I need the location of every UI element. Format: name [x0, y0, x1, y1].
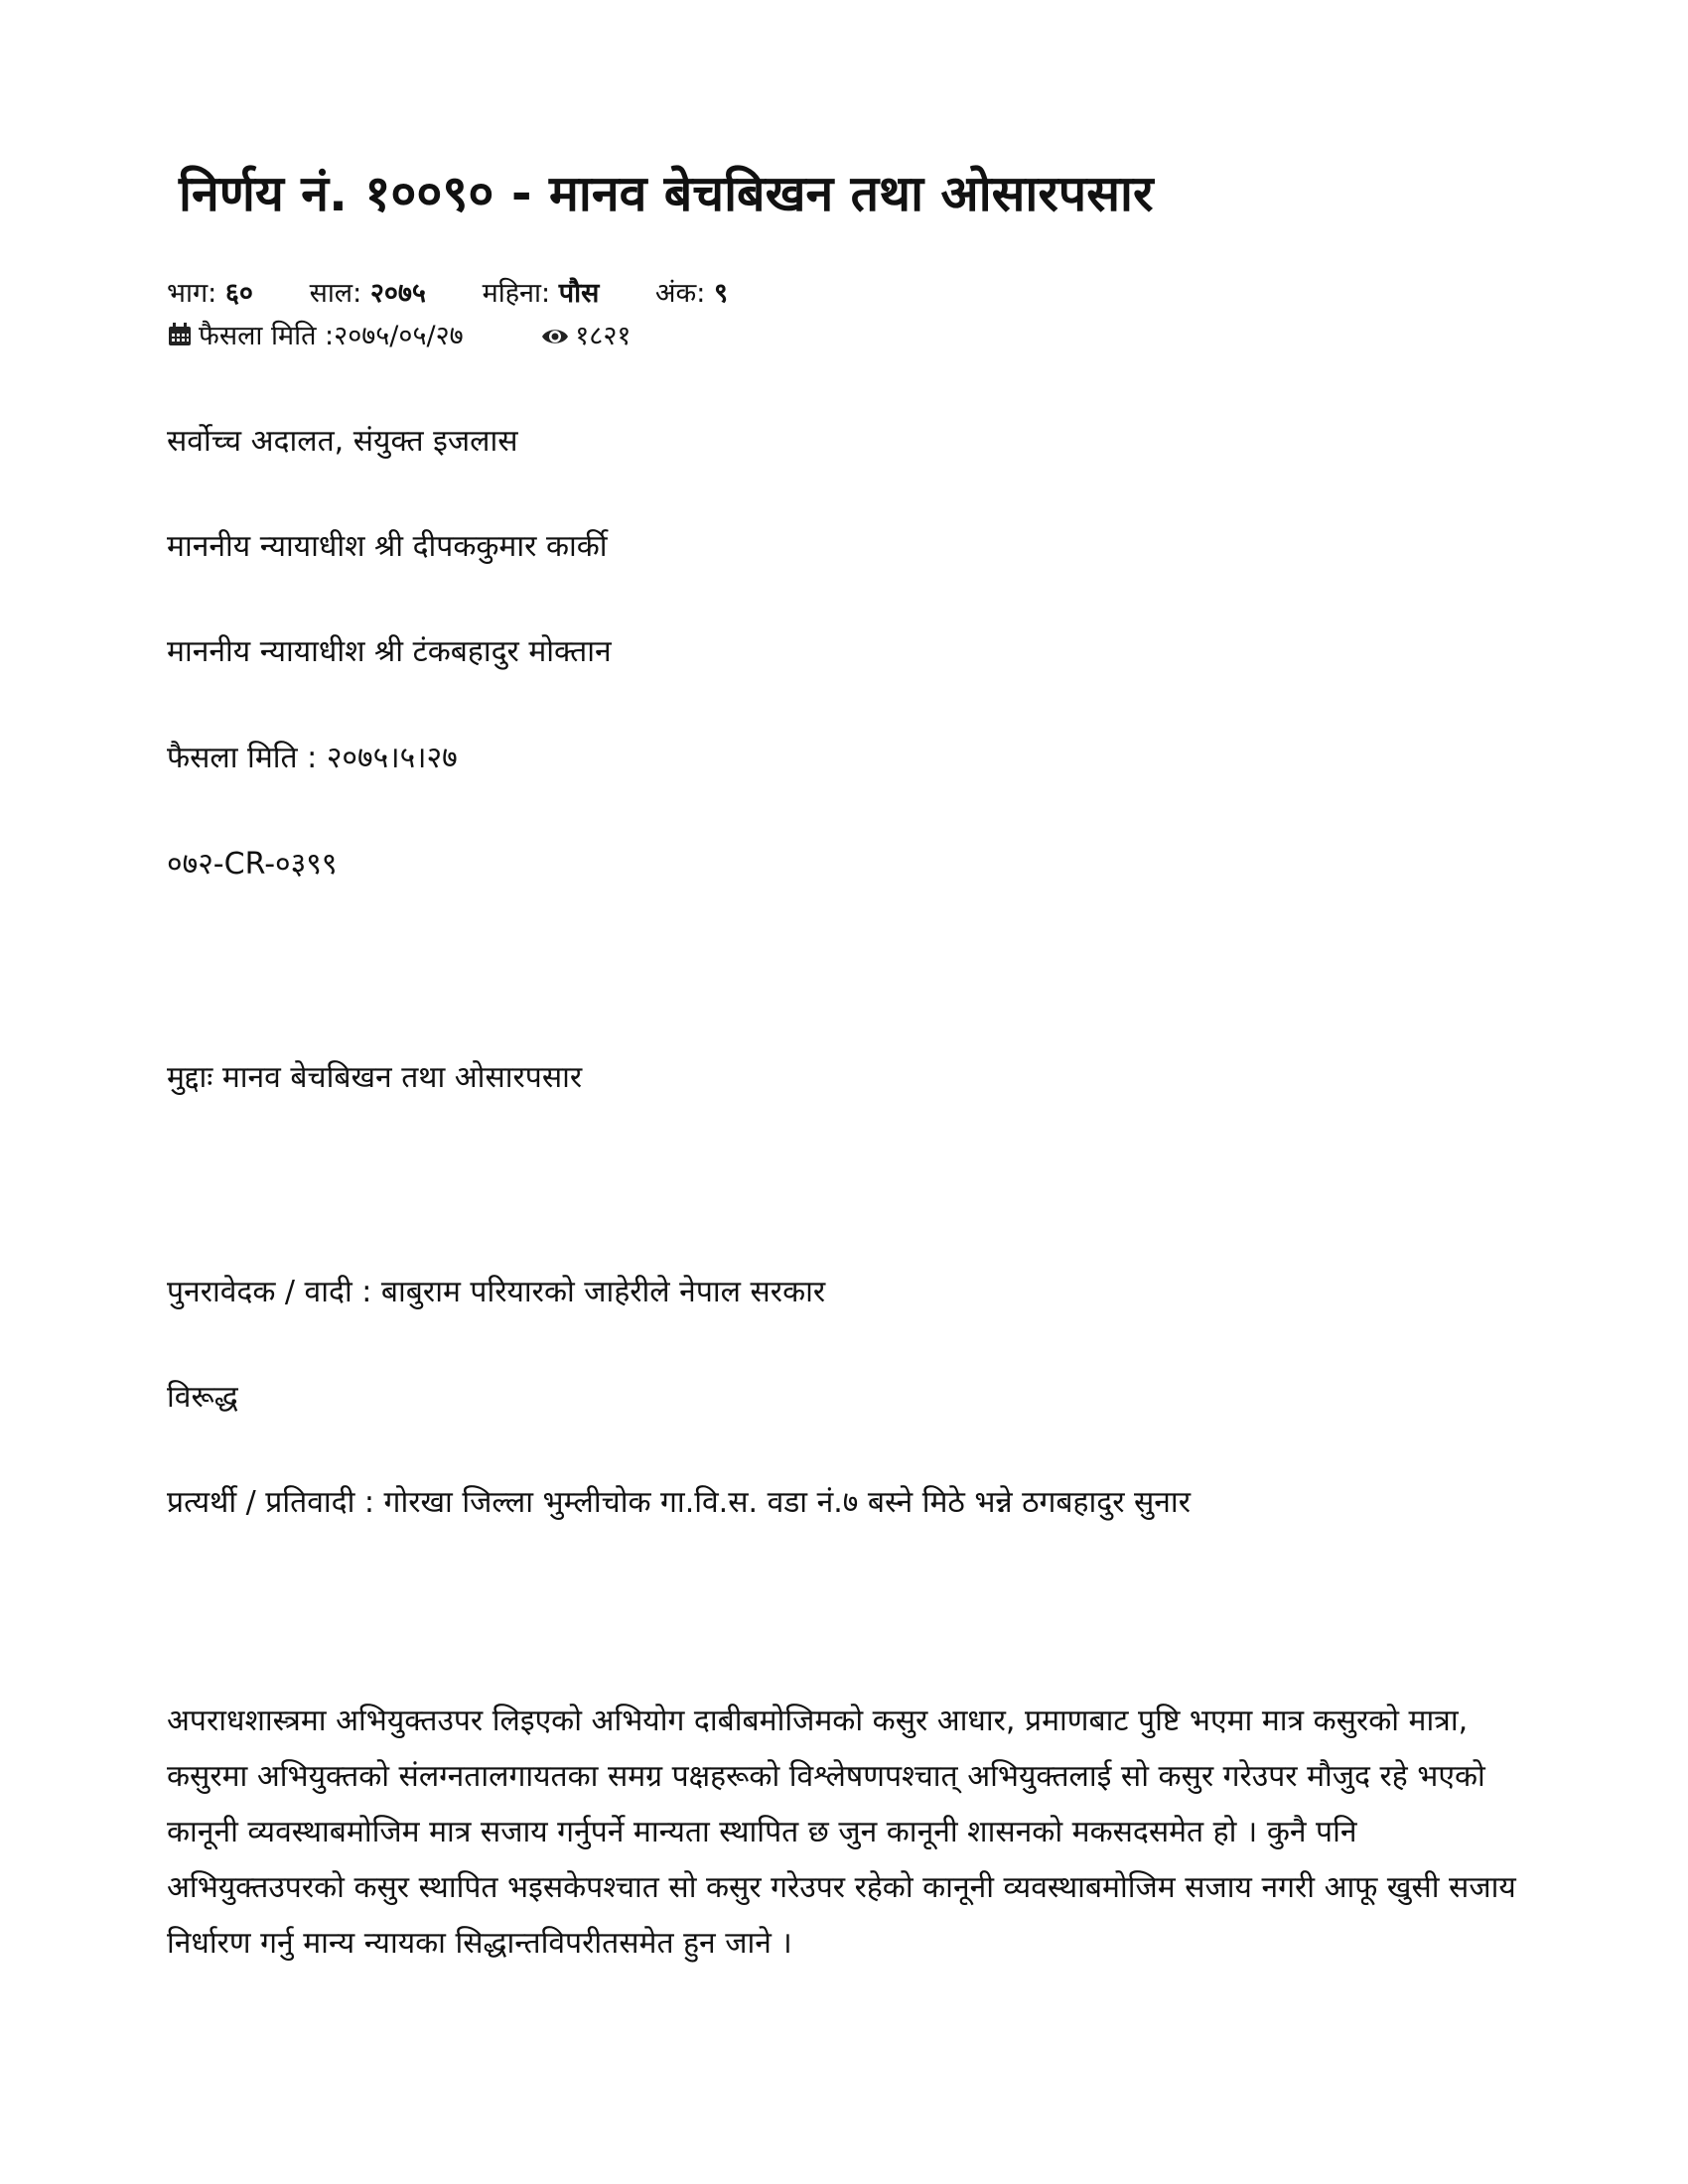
- decision-date: फैसला मिति : २०७५।५।२७: [167, 741, 458, 775]
- calendar-icon: [167, 322, 193, 357]
- court-name: सर्वोच्च अदालत, संयुक्त इजलास: [167, 424, 518, 459]
- bhag-meta: [167, 276, 253, 312]
- saal-meta: [310, 276, 426, 312]
- respondent: प्रत्यर्थी / प्रतिवादी : गोरखा जिल्ला भुम्लीचोक गा.वि.स. वडा नं.७ बस्ने मिठे भन्ने ठगबहादुर सुनार: [167, 1485, 1191, 1520]
- page-title: निर्णय नं. १००९० - मानव बेचबिखन तथा ओसारपसार: [179, 165, 1154, 222]
- mahina-label: महिना:: [482, 278, 551, 309]
- bhag-value: ६०: [224, 278, 253, 309]
- mahina-value: पौस: [558, 278, 600, 309]
- decision-summary-paragraph: अपराधशास्त्रमा अभियुक्तउपर लिइएको अभियोग दाबीबमोजिमको कसुर आधार, प्रमाणबाट पुष्टि भएमा मात्र कसुरको मात्रा, कसुरमा अभियुक्तको संलग्नतालगायतका समग्र पक्षहरूको विश्लेषणपश्चात् अभियुक्तलाई सो कसुर गरेउपर मौजुद रहे भएको कानूनी व्यवस्थाबमोजिम मात्र सजाय गर्नुपर्ने मान्यता स्थापित छ जुन कानूनी शासनको मकसदसमेत हो । कुनै पनि अभियुक्तउपरको कसुर स्थापित भइसकेपश्चात सो कसुर गरेउपर रहेको कानूनी व्यवस्थाबमोजिम सजाय नगरी आफू खुसी सजाय निर्धारण गर्नु मान्य न्यायका सिद्धान्तविपरीतसमेत हुन जाने ।: [167, 1704, 1516, 1961]
- publication-meta: [167, 276, 775, 312]
- judge-2: माननीय न्यायाधीश श्री टंकबहादुर मोक्तान: [167, 634, 612, 669]
- case-number: ०७२-CR-०३९९: [167, 847, 338, 882]
- faisala-date-text: फैसला मिति :२०७५/०५/२७: [199, 321, 464, 351]
- versus-label: विरूद्ध: [167, 1380, 238, 1415]
- views-meta: [541, 319, 631, 357]
- judge-1: माननीय न्यायाधीश श्री दीपककुमार कार्की: [167, 529, 608, 564]
- saal-value: २०७५: [369, 278, 426, 309]
- faisala-date-meta: [167, 319, 464, 357]
- mahina-meta: [483, 276, 600, 312]
- decision-meta: [167, 319, 631, 357]
- saal-label: साल:: [309, 278, 362, 309]
- anka-value: ९: [713, 278, 729, 309]
- case-subject: मुद्दाः मानव बेचबिखन तथा ओसारपसार: [167, 1060, 583, 1095]
- appellant: पुनरावेदक / वादी : बाबुराम परियारको जाहेरीले नेपाल सरकार: [167, 1275, 826, 1309]
- bhag-label: भाग:: [167, 278, 217, 309]
- anka-label: अंक:: [654, 278, 706, 309]
- eye-icon: [541, 322, 569, 357]
- anka-meta: [655, 276, 728, 312]
- views-count: १८२१: [575, 321, 632, 351]
